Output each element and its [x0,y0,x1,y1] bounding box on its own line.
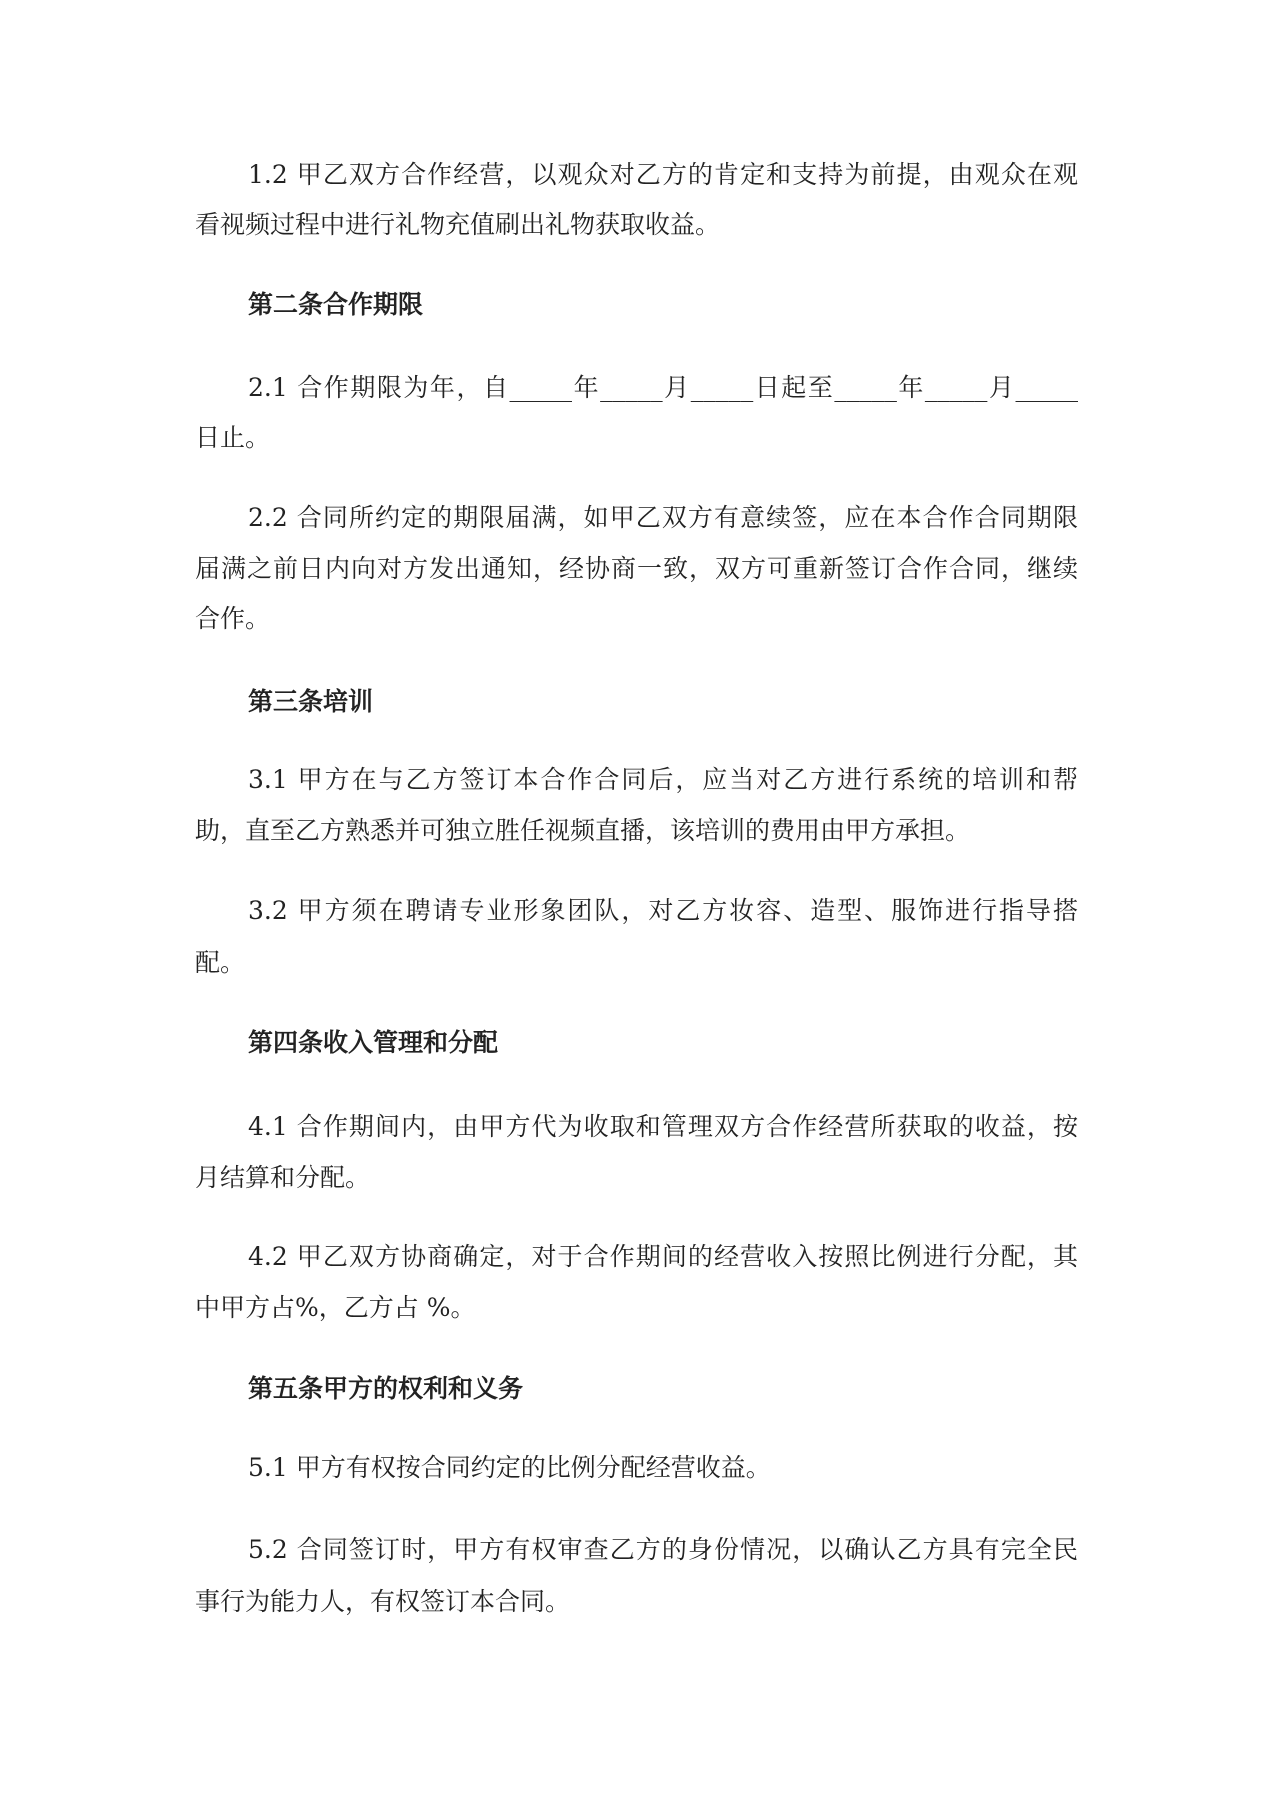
paragraph-line: 事行为能力人，有权签订本合同。 [195,1587,571,1616]
paragraph-line: 2.2 合同所约定的期限届满，如甲乙双方有意续签，应在本合作合同期限 [248,503,1078,532]
paragraph-line: 5.2 合同签订时，甲方有权审查乙方的身份情况，以确认乙方具有完全民 [248,1535,1078,1564]
paragraph-line: 中甲方占%，乙方占 %。 [195,1293,476,1322]
paragraph-line: 配。 [195,948,246,977]
paragraph-line: 合作。 [195,604,271,633]
paragraph-line: 4.1 合作期间内，由甲方代为收取和管理双方合作经营所获取的收益，按 [248,1112,1078,1141]
paragraph-line: 1.2 甲乙双方合作经营，以观众对乙方的肯定和支持为前提，由观众在观 [248,160,1078,189]
paragraph-line: 助，直至乙方熟悉并可独立胜任视频直播，该培训的费用由甲方承担。 [195,816,971,845]
section-heading: 第二条合作期限 [248,290,424,319]
paragraph-line: 3.1 甲方在与乙方签订本合作合同后，应当对乙方进行系统的培训和帮 [248,765,1078,794]
section-heading: 第三条培训 [248,687,374,716]
paragraph-line: 2.1 合作期限为年，自_____年_____月_____日起至_____年_____月_____ [248,373,1078,402]
paragraph-line: 日止。 [195,423,271,452]
paragraph-line: 3.2 甲方须在聘请专业形象团队，对乙方妆容、造型、服饰进行指导搭 [248,896,1078,925]
paragraph-line: 看视频过程中进行礼物充值刷出礼物获取收益。 [195,210,721,239]
paragraph-line: 月结算和分配。 [195,1163,371,1192]
section-heading: 第四条收入管理和分配 [248,1028,499,1057]
paragraph-line: 5.1 甲方有权按合同约定的比例分配经营收益。 [248,1453,771,1482]
section-heading: 第五条甲方的权利和义务 [248,1374,524,1403]
paragraph-line: 4.2 甲乙双方协商确定，对于合作期间的经营收入按照比例进行分配，其 [248,1242,1078,1271]
paragraph-line: 届满之前日内向对方发出通知，经协商一致，双方可重新签订合作合同，继续 [195,554,1078,583]
